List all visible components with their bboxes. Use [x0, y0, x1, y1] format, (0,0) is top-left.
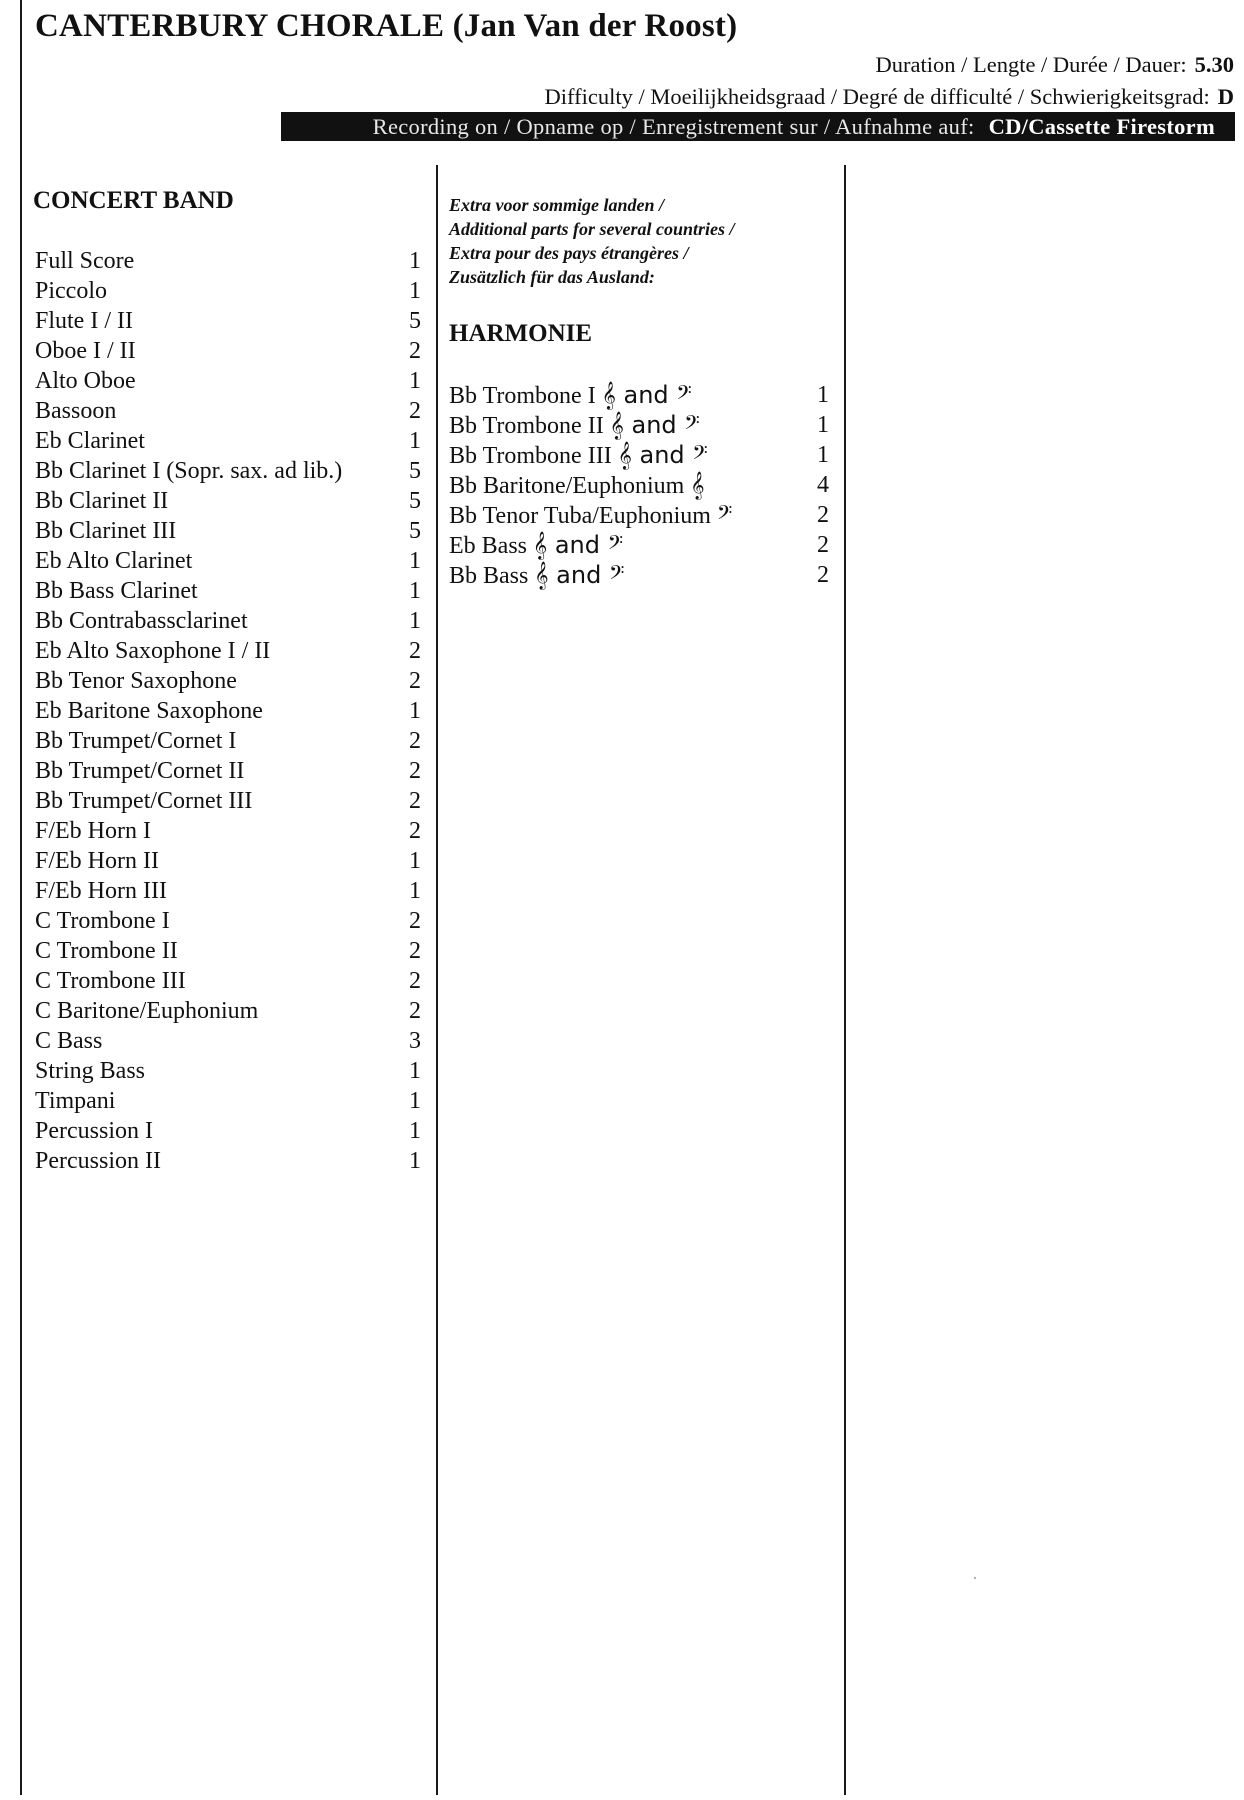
part-name: Bb Clarinet III: [35, 518, 177, 544]
part-name: C Trombone II: [35, 938, 178, 964]
part-name: Eb Alto Saxophone I / II: [35, 638, 271, 664]
part-row: [35, 996, 421, 1026]
part-name: Eb Alto Clarinet: [35, 548, 193, 574]
part-quantity: 1: [409, 248, 421, 274]
part-quantity: 1: [409, 1088, 421, 1114]
part-row: [35, 1056, 421, 1086]
part-quantity: 2: [409, 398, 421, 424]
part-name: Bb Contrabassclarinet: [35, 608, 248, 634]
left-margin-rule: [20, 0, 22, 1795]
clef-icons: 𝄞: [690, 471, 705, 499]
part-name: Bb Clarinet I (Sopr. sax. ad lib.): [35, 458, 343, 484]
part-name: Percussion II: [35, 1148, 161, 1174]
part-quantity: 2: [409, 908, 421, 934]
part-row: [35, 906, 421, 936]
part-name: Bb Trombone I: [449, 383, 596, 409]
part-row: [449, 380, 829, 410]
part-name: Bb Baritone/Euphonium: [449, 473, 685, 499]
part-name: Bb Trumpet/Cornet III: [35, 788, 253, 814]
part-name: C Trombone III: [35, 968, 186, 994]
difficulty-label: Difficulty / Moeilijkheidsgraad / Degré de difficulté / Schwierigkeitsgrad:: [544, 84, 1210, 109]
part-quantity: 1: [409, 698, 421, 724]
part-name: Bb Trumpet/Cornet I: [35, 728, 237, 754]
part-row: [35, 756, 421, 786]
part-row: [35, 336, 421, 366]
part-row: [35, 846, 421, 876]
part-name: Eb Clarinet: [35, 428, 145, 454]
part-name: Eb Baritone Saxophone: [35, 698, 263, 724]
part-quantity: 2: [409, 788, 421, 814]
part-row: [35, 306, 421, 336]
extra-note-line: Zusätzlich für das Ausland:: [449, 267, 655, 287]
extra-parts-note: [449, 193, 735, 289]
clef-icons: 𝄢: [716, 501, 733, 529]
concert-band-parts-list: [35, 246, 421, 1176]
part-row: [35, 1026, 421, 1056]
part-name: Flute I / II: [35, 308, 133, 334]
part-name: Piccolo: [35, 278, 107, 304]
part-name: C Baritone/Euphonium: [35, 998, 259, 1024]
clef-icons: 𝄞 and 𝄢: [533, 531, 624, 559]
part-quantity: 1: [817, 382, 829, 408]
part-name: Bb Bass Clarinet: [35, 578, 198, 604]
part-quantity: 2: [817, 532, 829, 558]
recording-bar: [281, 112, 1235, 141]
part-name: F/Eb Horn III: [35, 878, 167, 904]
part-row: [449, 440, 829, 470]
clef-icons: 𝄞 and 𝄢: [601, 381, 692, 409]
part-name: Full Score: [35, 248, 135, 274]
part-name: F/Eb Horn I: [35, 818, 151, 844]
clef-icons: 𝄞 and 𝄢: [617, 441, 708, 469]
duration-value: 5.30: [1194, 52, 1234, 77]
extra-note-line: Extra voor sommige landen /: [449, 195, 665, 215]
part-quantity: 1: [409, 368, 421, 394]
harmonie-heading: HARMONIE: [449, 320, 593, 347]
recording-label: Recording on / Opname op / Enregistrement sur / Aufnahme auf:: [372, 114, 975, 139]
part-name: Bb Trumpet/Cornet II: [35, 758, 245, 784]
difficulty-line: [545, 84, 1235, 110]
part-row: [35, 456, 421, 486]
part-quantity: 1: [409, 278, 421, 304]
part-quantity: 1: [409, 548, 421, 574]
part-row: [449, 410, 829, 440]
scan-speck: [974, 1577, 976, 1579]
part-quantity: 5: [409, 458, 421, 484]
part-name: Bb Bass: [449, 563, 529, 589]
part-row: [35, 966, 421, 996]
part-name: Bb Tenor Saxophone: [35, 668, 237, 694]
part-quantity: 1: [409, 608, 421, 634]
part-quantity: 5: [409, 518, 421, 544]
part-row: [35, 1116, 421, 1146]
part-row: [35, 606, 421, 636]
part-name: Timpani: [35, 1088, 116, 1114]
part-name: C Trombone I: [35, 908, 170, 934]
part-quantity: 1: [409, 578, 421, 604]
part-row: [35, 876, 421, 906]
part-quantity: 3: [409, 1028, 421, 1054]
part-row: [35, 396, 421, 426]
part-row: [35, 246, 421, 276]
part-quantity: 2: [409, 758, 421, 784]
part-quantity: 2: [409, 638, 421, 664]
part-quantity: 2: [409, 938, 421, 964]
part-row: [35, 426, 421, 456]
duration-label: Duration / Lengte / Durée / Dauer:: [875, 52, 1187, 77]
part-row: [35, 636, 421, 666]
part-row: [449, 470, 829, 500]
part-row: [35, 696, 421, 726]
part-quantity: 2: [409, 338, 421, 364]
part-row: [35, 1146, 421, 1176]
part-quantity: 2: [409, 728, 421, 754]
extra-note-line: Extra pour des pays étrangères /: [449, 243, 689, 263]
part-name: Bassoon: [35, 398, 117, 424]
part-row: [35, 666, 421, 696]
difficulty-value: D: [1217, 84, 1234, 109]
part-name: Percussion I: [35, 1118, 153, 1144]
part-quantity: 1: [409, 848, 421, 874]
part-name: Alto Oboe: [35, 368, 136, 394]
part-row: [35, 366, 421, 396]
part-quantity: 2: [409, 968, 421, 994]
part-quantity: 1: [409, 1148, 421, 1174]
part-quantity: 1: [817, 442, 829, 468]
part-name: Eb Bass: [449, 533, 527, 559]
part-row: [449, 500, 829, 530]
part-quantity: 5: [409, 488, 421, 514]
concert-band-heading: CONCERT BAND: [33, 187, 234, 214]
part-name: Oboe I / II: [35, 338, 136, 364]
part-quantity: 1: [409, 878, 421, 904]
part-row: [35, 486, 421, 516]
part-quantity: 2: [409, 998, 421, 1024]
part-row: [35, 936, 421, 966]
part-quantity: 5: [409, 308, 421, 334]
part-quantity: 2: [817, 502, 829, 528]
part-quantity: 1: [409, 1118, 421, 1144]
part-name: F/Eb Horn II: [35, 848, 159, 874]
part-quantity: 1: [409, 428, 421, 454]
harmonie-parts-list: [449, 380, 829, 590]
part-row: [35, 516, 421, 546]
part-row: [35, 276, 421, 306]
part-quantity: 1: [817, 412, 829, 438]
column-divider-1: [436, 165, 438, 1795]
column-divider-2: [844, 165, 846, 1795]
part-name: C Bass: [35, 1028, 103, 1054]
part-row: [449, 560, 829, 590]
part-row: [35, 576, 421, 606]
part-name: Bb Trombone III: [449, 443, 612, 469]
part-quantity: 2: [409, 668, 421, 694]
part-name: String Bass: [35, 1058, 146, 1084]
part-row: [449, 530, 829, 560]
page-title: CANTERBURY CHORALE (Jan Van der Roost): [35, 8, 738, 44]
part-row: [35, 1086, 421, 1116]
part-quantity: 2: [409, 818, 421, 844]
part-name: Bb Clarinet II: [35, 488, 169, 514]
part-row: [35, 786, 421, 816]
clef-icons: 𝄞 and 𝄢: [609, 411, 700, 439]
clef-icons: 𝄞 and 𝄢: [534, 561, 625, 589]
part-quantity: 2: [817, 562, 829, 588]
part-row: [35, 816, 421, 846]
part-quantity: 4: [817, 472, 829, 498]
part-row: [35, 726, 421, 756]
part-quantity: 1: [409, 1058, 421, 1084]
part-row: [35, 546, 421, 576]
duration-line: [875, 52, 1234, 78]
recording-value: CD/Cassette Firestorm: [988, 114, 1215, 139]
part-name: Bb Trombone II: [449, 413, 604, 439]
extra-note-line: Additional parts for several countries /: [449, 219, 735, 239]
part-name: Bb Tenor Tuba/Euphonium: [449, 503, 711, 529]
